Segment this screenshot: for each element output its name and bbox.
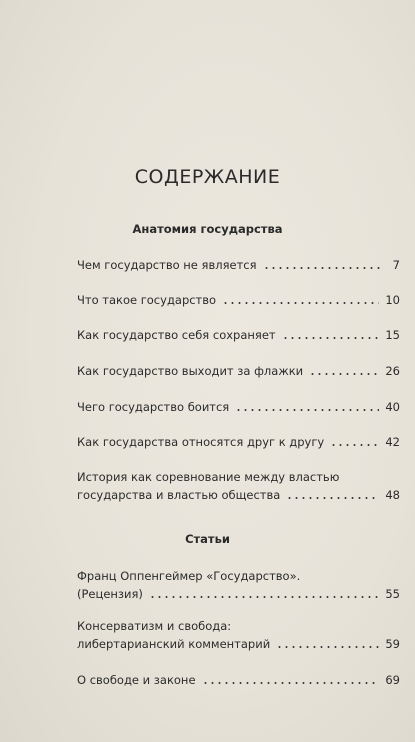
toc-page-number: 55 <box>385 587 400 601</box>
leader-dots <box>263 267 380 269</box>
toc-entry-title: либертарианский комментарий <box>77 637 271 651</box>
toc-entry-title: Как государство себя сохраняет <box>77 328 276 342</box>
toc-page-number: 40 <box>385 400 400 414</box>
leader-dots <box>235 409 379 411</box>
toc-page-number: 15 <box>385 328 400 342</box>
toc-entry-title: Чем государство не является <box>77 258 257 272</box>
toc-entry-title: Чего государство боится <box>77 400 230 414</box>
toc-page-number: 26 <box>385 364 400 378</box>
toc-entry-title: Как государство выходит за флажки <box>77 364 304 378</box>
toc-entry-title: (Рецензия) <box>77 587 143 601</box>
toc-page-number: 48 <box>385 488 400 502</box>
toc-entry-title: государства и властью общества <box>77 488 281 502</box>
toc-entry-line: Консерватизм и свобода: <box>77 619 232 633</box>
toc-page-number: 59 <box>385 637 400 651</box>
toc-entry-line: История как соревнование между властью <box>77 470 340 484</box>
toc-entry-line: Франц Оппенгеймер «Государство». <box>77 569 301 583</box>
toc-entry <box>77 291 400 309</box>
section-heading: Анатомия государства <box>132 222 283 236</box>
toc-page-number: 42 <box>385 435 400 449</box>
leader-dots <box>330 444 379 446</box>
leader-dots <box>276 646 379 648</box>
toc-page-number: 69 <box>385 673 400 687</box>
toc-entry <box>77 567 400 603</box>
toc-entry <box>77 362 400 380</box>
toc-entry <box>77 671 400 689</box>
toc-entry <box>77 398 400 416</box>
toc-entry-title: Что такое государство <box>77 293 217 307</box>
toc-entry <box>77 433 400 451</box>
leader-dots <box>222 302 379 304</box>
leader-dots <box>309 373 379 375</box>
toc-entry <box>77 326 400 344</box>
page-title: СОДЕРЖАНИЕ <box>134 166 281 188</box>
toc-page-number: 7 <box>392 258 400 272</box>
toc-entry <box>77 468 400 504</box>
toc-entry <box>77 617 400 653</box>
section-heading: Статьи <box>185 532 230 546</box>
toc-entry <box>77 256 400 274</box>
toc-entry-title: О свободе и законе <box>77 673 196 687</box>
leader-dots <box>282 337 380 339</box>
leader-dots <box>149 596 379 598</box>
toc-page-number: 10 <box>385 293 400 307</box>
leader-dots <box>286 497 379 499</box>
toc-entry-title: Как государства относятся друг к другу <box>77 435 325 449</box>
leader-dots <box>202 682 380 684</box>
